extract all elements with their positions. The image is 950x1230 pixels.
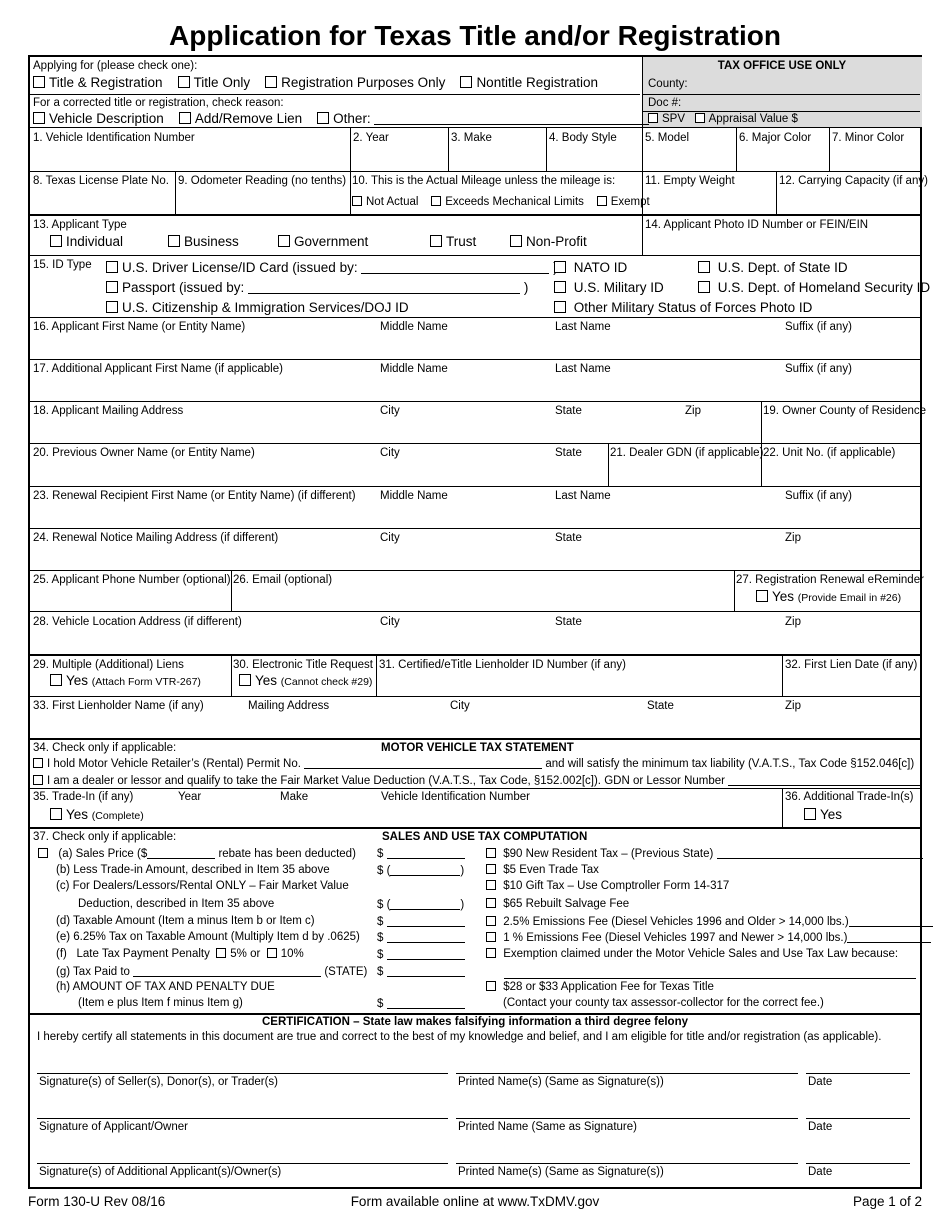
dealer-fmv-checkbox[interactable] (33, 775, 43, 785)
fee-emissions-25: 2.5% Emissions Fee (Diesel Vehicles 1996 and Older > 14,000 lbs.) (486, 914, 933, 929)
sales-header: SALES AND USE TAX COMPUTATION (382, 831, 588, 843)
lien-zip-label: Zip (785, 700, 801, 712)
fee-exemption: Exemption claimed under the Motor Vehicle Sales and Use Tax Law because: (486, 947, 898, 961)
multiple-liens-label: 29. Multiple (Additional) Liens (33, 659, 184, 671)
sales-d: (d) Taxable Amount (Item a minus Item b or Item c) (56, 915, 315, 927)
emissions-1-checkbox[interactable] (486, 932, 496, 942)
additional-date-line[interactable] (806, 1163, 910, 1164)
amount-g-field[interactable] (387, 964, 465, 977)
application-fee-checkbox[interactable] (486, 981, 496, 991)
non-profit-checkbox[interactable] (510, 235, 522, 247)
city-label: City (380, 405, 400, 417)
amount-c: $ ( ) (377, 899, 465, 911)
corrected-options: Vehicle Description Add/Remove Lien Other: (33, 111, 649, 127)
form-number: Form 130-U Rev 08/16 (28, 1194, 166, 1209)
fee-application: $28 or $33 Application Fee for Texas Title (486, 980, 714, 994)
application-form: TAX OFFICE USE ONLY County: Doc #: SPV Appraisal Value $ Applying for (please check one): Title & Registration Title Only Registration Purposes Only Nontitle Registration For a corrected title or registration, check reason: Vehicle Description Add/Remove Lien Other: 1. Vehicle Identification Number 2. Year 3. Make 4. Body Style 5. Model 6. Major Color 7. Minor Color 8. Texas License Plate No. 9. Odometer Reading (no tenths) 10. This is the Actual Mileage unless the mileage is: Not Actual Exceeds Mechanical Limits Exempt 11. Empty Weight 12. Carrying Capacity (if any) 13. Applicant Type Individual Business Government Trust Non-Profit 14. Applicant Photo ID Number or FEIN/EIN 15. ID Type U.S. Driver License/ID Card (issued by: Passport (issued by: ) U.S. Citizenship & Immigration Services/DOJ ID NATO ID U.S. Military ID Other Military Status of Forces Photo ID U.S. Dept. of State ID U.S. Dept. of Homeland Security ID 16. Applicant First Name (or Entity Name) Middle Name Last Name Suffix (if any) 17. Additional Applicant First Name (if applicable) Middle Name Last Name Suffix (if any) 18. Applicant Mailing Address City State Zip 19. Owner County of Residence 20. Previous Owner Name (or Entity Name) City State 21. Dealer GDN (if applicable) 22. Unit No. (if applicable) 23. Renewal Recipient First Name (or Entity Name) (if different) Middle Name Last Name Suffix (if any) 24. Renewal Notice Mailing Address (if different) City State Zip 25. Applicant Phone Number (optional) 26. Email (optional) 27. Registration Renewal eReminder Yes (Provide Email in #26) 28. Vehicle Location Address (if different) City State Zip 29. Multiple (Additional) Liens Yes (Attach Form VTR-267) 30. Electronic Title Request Yes (Cannot check #29) 31. Certified/eTitle Lienholder ID Number (if any) 32. First Lien Date (if any) 33. First Lienholder Name (if any) Mailing Address City State Zip 34. Check only if applicable: MOTOR VEHICLE TAX STATEMENT I hold Motor Vehicle Retailer’s (Rental) Permit No. and will satisfy the minimum tax liability (V.A.T.S., Tax Code §152.046[c]) I am a dealer or lessor and qualify to take the Fair Market Value Deduction (V.A.T.S., Tax Code, §152.002[c]). GDN or Lessor Number 35. Trade-In (if any) Year Make Vehicle Identification Number Yes (Complete) 36. Additional Trade-In(s) Yes 37. Check only if applicable: SALES AND USE TAX COMPUTATION (a) Sales Price ($ rebate has been deducted) (b) Less Trade-in Amount, described in Item 35 above (c) For Dealers/Lessors/Rental ONLY – Fair Market Value Deduction, described in Item 35 above (d) Taxable Amount (Item a minus Item b or Item c) (e) 6.25% Tax on Taxable Amount (Multiply Item d by .0625) (f) Late Tax Payment Penalty 5% or 10% (g) Tax Paid to (STATE) (h) AMOUNT OF TAX AND PENALTY DUE (Item e plus Item f minus Item g) $ $ ( ) $ ( ) $ $ $ $ $ $90 New Resident Tax – (Previous State) $5 Even Trade Tax $10 Gift Tax – Use Comptroller Form 14-317 $65 Rebuilt Salvage Fee 2.5% Emissions Fee (Diesel Vehicles 1996 and Older > 14,000 lbs.) 1 % Emissions Fee (Diesel Vehicles 1997 and Newer > 14,000 lbs.) Exemption claimed under the Motor Vehicle Sales and Use Tax Law because: $28 or $33 Application Fee for Texas Title (Contact your county tax assessor-collector for the correct fee.) CERTIFICATION – State law makes falsifying information a third degree felony I hereby certify all statements in this document are true and correct to the best of my knowledge and belief, and I am eligible for title and/or registration (as applicable). Signature(s) of Seller(s), Donor(s), or Trader(s) Printed Name(s) (Same as Signature(s)) Date Signature of Applicant/Owner Printed Name (Same as Signature) Date Signature(s) of Additional Applicant(s)/Owner(s) Printed Name(s) (Same as Signature(s)) Date (28, 55, 922, 1189)
tradein-make-label: Make (280, 791, 309, 803)
applicant-signature-line[interactable] (37, 1118, 448, 1119)
title-registration-checkbox[interactable] (33, 76, 45, 88)
amount-b: $ ( ) (377, 865, 465, 877)
state-label-3: State (555, 532, 582, 544)
additional-signature-line[interactable] (37, 1163, 448, 1164)
tradein-yes-checkbox[interactable] (50, 808, 62, 820)
add-remove-lien-checkbox[interactable] (179, 112, 191, 124)
amount-d-field[interactable] (387, 914, 465, 927)
sales-tax-checkbox[interactable] (38, 848, 48, 858)
previous-owner-label: 20. Previous Owner Name (or Entity Name) (33, 447, 255, 459)
form-online: Form available online at www.TxDMV.gov (350, 1194, 600, 1209)
rebate-field[interactable] (147, 846, 215, 859)
tradein-option: Yes (Complete) (50, 807, 144, 824)
renewal-address-label: 24. Renewal Notice Mailing Address (if different) (33, 532, 279, 544)
mileage-options: Not Actual Exceeds Mechanical Limits Exempt (352, 195, 650, 209)
additional-tradein-label: 36. Additional Trade-In(s) (785, 791, 914, 803)
passport-issued-by-field[interactable] (248, 281, 520, 294)
dl-issued-by-field[interactable] (361, 261, 549, 274)
penalty-5-checkbox[interactable] (216, 948, 226, 958)
additional-date-label: Date (808, 1166, 833, 1178)
middle-label-3: Middle Name (380, 490, 448, 502)
sales-b: (b) Less Trade-in Amount, described in Item 35 above (56, 864, 330, 876)
even-trade-checkbox[interactable] (486, 864, 496, 874)
fee-new-resident: $90 New Resident Tax – (Previous State) (486, 846, 923, 861)
page-number: Page 1 of 2 (852, 1194, 922, 1209)
passport-option: Passport (issued by: ) (106, 280, 528, 296)
lien-state-label: State (647, 700, 674, 712)
amount-e: $ (377, 930, 465, 945)
amount-a-field[interactable] (387, 846, 465, 859)
amount-d: $ (377, 914, 465, 929)
tradein-label: 35. Trade-In (if any) (33, 791, 134, 803)
other-military-option: Other Military Status of Forces Photo ID (554, 300, 812, 316)
amount-b-field[interactable] (390, 863, 460, 876)
exemption-reason-field[interactable] (504, 978, 916, 979)
driver-license-checkbox[interactable] (106, 261, 118, 273)
capacity-label: 12. Carrying Capacity (if any) (779, 175, 928, 187)
gift-tax-checkbox[interactable] (486, 880, 496, 890)
additional-first-label: 17. Additional Applicant First Name (if applicable) (33, 363, 283, 375)
major-color-label: 6. Major Color (739, 132, 812, 144)
dealer-line: I am a dealer or lessor and qualify to take the Fair Market Value Deduction (V.A.T.S., Tax Code, §152.002[c]). GDN or Lessor Number (33, 773, 920, 788)
applicant-printed-line[interactable] (456, 1118, 798, 1119)
applicant-type-label: 13. Applicant Type (33, 219, 127, 231)
seller-printed-label: Printed Name(s) (Same as Signature(s)) (458, 1076, 664, 1088)
form-title: Application for Texas Title and/or Registration (169, 20, 781, 51)
other-reason-field[interactable] (374, 112, 649, 125)
seller-signature-line[interactable] (37, 1073, 448, 1074)
title-only-checkbox[interactable] (178, 76, 190, 88)
state-label: State (555, 405, 582, 417)
not-actual-checkbox[interactable] (352, 196, 362, 206)
state-label-4: State (555, 616, 582, 628)
sales-f: (f) Late Tax Payment Penalty 5% or 10% (56, 948, 304, 960)
fee-application-note: (Contact your county tax assessor-collector for the correct fee.) (503, 997, 824, 1009)
dealer-gdn-label: 21. Dealer GDN (if applicable) (610, 447, 764, 459)
tradein-vin-label: Vehicle Identification Number (381, 791, 530, 803)
fee-salvage: $65 Rebuilt Salvage Fee (486, 897, 629, 911)
exempt-checkbox[interactable] (597, 196, 607, 206)
additional-printed-label: Printed Name(s) (Same as Signature(s)) (458, 1166, 664, 1178)
trust-checkbox[interactable] (430, 235, 442, 247)
tradein-year-label: Year (178, 791, 202, 803)
dl-option: U.S. Driver License/ID Card (issued by: (106, 260, 558, 276)
city-label-3: City (380, 532, 400, 544)
lienholder-id-label: 31. Certified/eTitle Lienholder ID Number (if any) (379, 659, 626, 671)
rebuilt-salvage-checkbox[interactable] (486, 898, 496, 908)
amount-f-field[interactable] (387, 947, 465, 960)
middle-label-2: Middle Name (380, 363, 448, 375)
body-style-label: 4. Body Style (549, 132, 617, 144)
amount-h: $ (377, 996, 465, 1011)
dhs-checkbox[interactable] (698, 281, 710, 293)
id-type-label: 15. ID Type (33, 259, 92, 271)
zip-label: Zip (685, 405, 701, 417)
empty-weight-label: 11. Empty Weight (645, 175, 735, 187)
amount-g: $ (377, 964, 465, 979)
etitle-checkbox[interactable] (239, 674, 251, 686)
model-label: 5. Model (645, 132, 690, 144)
zip-label-4: Zip (785, 616, 801, 628)
lien-city-label: City (450, 700, 470, 712)
mailing-address-label: 18. Applicant Mailing Address (33, 405, 184, 417)
sales-h2: (Item e plus Item f minus Item g) (78, 997, 243, 1009)
sales-a: (a) Sales Price ($ rebate has been deducted) (38, 846, 356, 861)
ereminder-option: Yes (Provide Email in #26) (756, 589, 901, 606)
etitle-option: Yes (Cannot check #29) (239, 673, 372, 690)
unit-no-label: 22. Unit No. (if applicable) (763, 447, 896, 459)
owner-county-label: 19. Owner County of Residence (763, 405, 927, 417)
fee-emissions-1: 1 % Emissions Fee (Diesel Vehicles 1997 and Newer > 14,000 lbs.) (486, 930, 931, 945)
plate-label: 8. Texas License Plate No. (33, 175, 169, 187)
nontitle-registration-checkbox[interactable] (460, 76, 472, 88)
registration-purposes-checkbox[interactable] (265, 76, 277, 88)
mileage-label: 10. This is the Actual Mileage unless the mileage is: (352, 175, 616, 187)
tax-office-county: County: (648, 78, 688, 90)
spv-checkbox[interactable] (648, 113, 658, 123)
zip-label-3: Zip (785, 532, 801, 544)
military-option: U.S. Military ID (554, 280, 664, 296)
corrected-label: For a corrected title or registration, check reason: (33, 97, 284, 109)
tax-office-doc: Doc #: (648, 97, 682, 109)
year-label: 2. Year (353, 132, 389, 144)
email-label: 26. Email (optional) (233, 574, 333, 586)
fee-gift: $10 Gift Tax – Use Comptroller Form 14-317 (486, 879, 729, 893)
suffix-label-2: Suffix (if any) (785, 363, 852, 375)
etitle-label: 30. Electronic Title Request (233, 659, 373, 671)
first-lien-date-label: 32. First Lien Date (if any) (785, 659, 918, 671)
emissions-25-checkbox[interactable] (486, 916, 496, 926)
tax-office-header: TAX OFFICE USE ONLY (717, 60, 847, 72)
city-label-2: City (380, 447, 400, 459)
tax-office-values: SPV Appraisal Value $ (648, 112, 798, 126)
amount-e-field[interactable] (387, 930, 465, 943)
multiple-liens-option: Yes (Attach Form VTR-267) (50, 673, 201, 690)
sales-c1: (c) For Dealers/Lessors/Rental ONLY – Fair Market Value (56, 880, 349, 892)
state-dept-checkbox[interactable] (698, 261, 710, 273)
additional-signature-label: Signature(s) of Additional Applicant(s)/Owner(s) (39, 1166, 282, 1178)
vehicle-location-label: 28. Vehicle Location Address (if different) (33, 616, 242, 628)
lien-mailing-label: Mailing Address (248, 700, 330, 712)
nato-checkbox[interactable] (554, 261, 566, 273)
last-label: Last Name (555, 321, 611, 333)
additional-tradein-checkbox[interactable] (804, 808, 816, 820)
sales-h1: (h) AMOUNT OF TAX AND PENALTY DUE (56, 981, 275, 993)
permit-line: I hold Motor Vehicle Retailer’s (Rental) Permit No. and will satisfy the minimum tax liability (V.A.T.S., Tax Code §152.046[c]) (33, 756, 914, 771)
emissions-25-field[interactable] (849, 914, 933, 927)
middle-label: Middle Name (380, 321, 448, 333)
certification-text: I hereby certify all statements in this document are true and correct to the best of my knowledge and belief, and I am eligible for title and/or registration (as applicable). (37, 1031, 882, 1043)
make-label: 3. Make (451, 132, 492, 144)
suffix-label: Suffix (if any) (785, 321, 852, 333)
seller-printed-line[interactable] (456, 1073, 798, 1074)
first-lienholder-label: 33. First Lienholder Name (if any) (33, 700, 204, 712)
seller-signature-label: Signature(s) of Seller(s), Donor(s), or Trader(s) (39, 1076, 279, 1088)
exemption-checkbox[interactable] (486, 948, 496, 958)
odometer-label: 9. Odometer Reading (no tenths) (178, 175, 347, 187)
phone-label: 25. Applicant Phone Number (optional) (33, 574, 231, 586)
vin-label: 1. Vehicle Identification Number (33, 132, 195, 144)
additional-tradein-option: Yes (804, 807, 842, 823)
exceeds-limits-checkbox[interactable] (431, 196, 441, 206)
sales-e: (e) 6.25% Tax on Taxable Amount (Multiply Item d by .0625) (56, 931, 360, 943)
renewal-recipient-label: 23. Renewal Recipient First Name (or Entity Name) (if different) (33, 490, 356, 502)
applicant-date-line[interactable] (806, 1118, 910, 1119)
state-dept-option: U.S. Dept. of State ID (698, 260, 848, 276)
dhs-option: U.S. Dept. of Homeland Security ID (698, 280, 930, 296)
applicant-printed-label: Printed Name (Same as Signature) (458, 1121, 637, 1133)
state-label-2: State (555, 447, 582, 459)
permit-checkbox[interactable] (33, 758, 43, 768)
check34-label: 34. Check only if applicable: (33, 742, 177, 754)
fee-even-trade: $5 Even Trade Tax (486, 863, 599, 877)
applicant-signature-label: Signature of Applicant/Owner (39, 1121, 188, 1133)
applying-label: Applying for (please check one): (33, 60, 198, 72)
ereminder-yes-checkbox[interactable] (756, 590, 768, 602)
appraisal-checkbox[interactable] (695, 113, 705, 123)
ereminder-label: 27. Registration Renewal eReminder (736, 574, 924, 586)
amount-f: $ (377, 947, 465, 962)
uscis-option: U.S. Citizenship & Immigration Services/DOJ ID (106, 300, 409, 316)
sales-c2: Deduction, described in Item 35 above (78, 898, 275, 910)
uscis-checkbox[interactable] (106, 301, 118, 313)
nato-option: NATO ID (554, 260, 627, 276)
military-checkbox[interactable] (554, 281, 566, 293)
gdn-lessor-field[interactable] (728, 773, 920, 786)
applicant-date-label: Date (808, 1121, 833, 1133)
photo-id-label: 14. Applicant Photo ID Number or FEIN/EIN (645, 219, 869, 231)
business-checkbox[interactable] (168, 235, 180, 247)
applicant-first-label: 16. Applicant First Name (or Entity Name) (33, 321, 246, 333)
city-label-4: City (380, 616, 400, 628)
seller-date-label: Date (808, 1076, 833, 1088)
vehicle-description-checkbox[interactable] (33, 112, 45, 124)
permit-number-field[interactable] (304, 756, 542, 769)
sales-g: (g) Tax Paid to (STATE) (56, 966, 368, 978)
minor-color-label: 7. Minor Color (832, 132, 905, 144)
individual-checkbox[interactable] (50, 235, 62, 247)
other-reason-checkbox[interactable] (317, 112, 329, 124)
multiple-liens-checkbox[interactable] (50, 674, 62, 686)
additional-printed-line[interactable] (456, 1163, 798, 1164)
emissions-1-field[interactable] (847, 930, 931, 943)
government-checkbox[interactable] (278, 235, 290, 247)
amount-c-field[interactable] (390, 897, 460, 910)
tax-paid-state-field[interactable] (133, 964, 321, 977)
amount-h-field[interactable] (387, 996, 465, 1009)
certification-header: CERTIFICATION – State law makes falsifying information a third degree felony (261, 1016, 688, 1028)
seller-date-line[interactable] (806, 1073, 910, 1074)
suffix-label-3: Suffix (if any) (785, 490, 852, 502)
amount-a: $ (377, 846, 465, 861)
new-resident-checkbox[interactable] (486, 848, 496, 858)
passport-checkbox[interactable] (106, 281, 118, 293)
last-label-2: Last Name (555, 363, 611, 375)
previous-state-field[interactable] (717, 846, 923, 859)
penalty-10-checkbox[interactable] (267, 948, 277, 958)
check37-label: 37. Check only if applicable: (33, 831, 177, 843)
applying-options: Title & Registration Title Only Registration Purposes Only Nontitle Registration (33, 75, 598, 91)
other-military-checkbox[interactable] (554, 301, 566, 313)
last-label-3: Last Name (555, 490, 611, 502)
mvt-header: MOTOR VEHICLE TAX STATEMENT (381, 742, 574, 754)
